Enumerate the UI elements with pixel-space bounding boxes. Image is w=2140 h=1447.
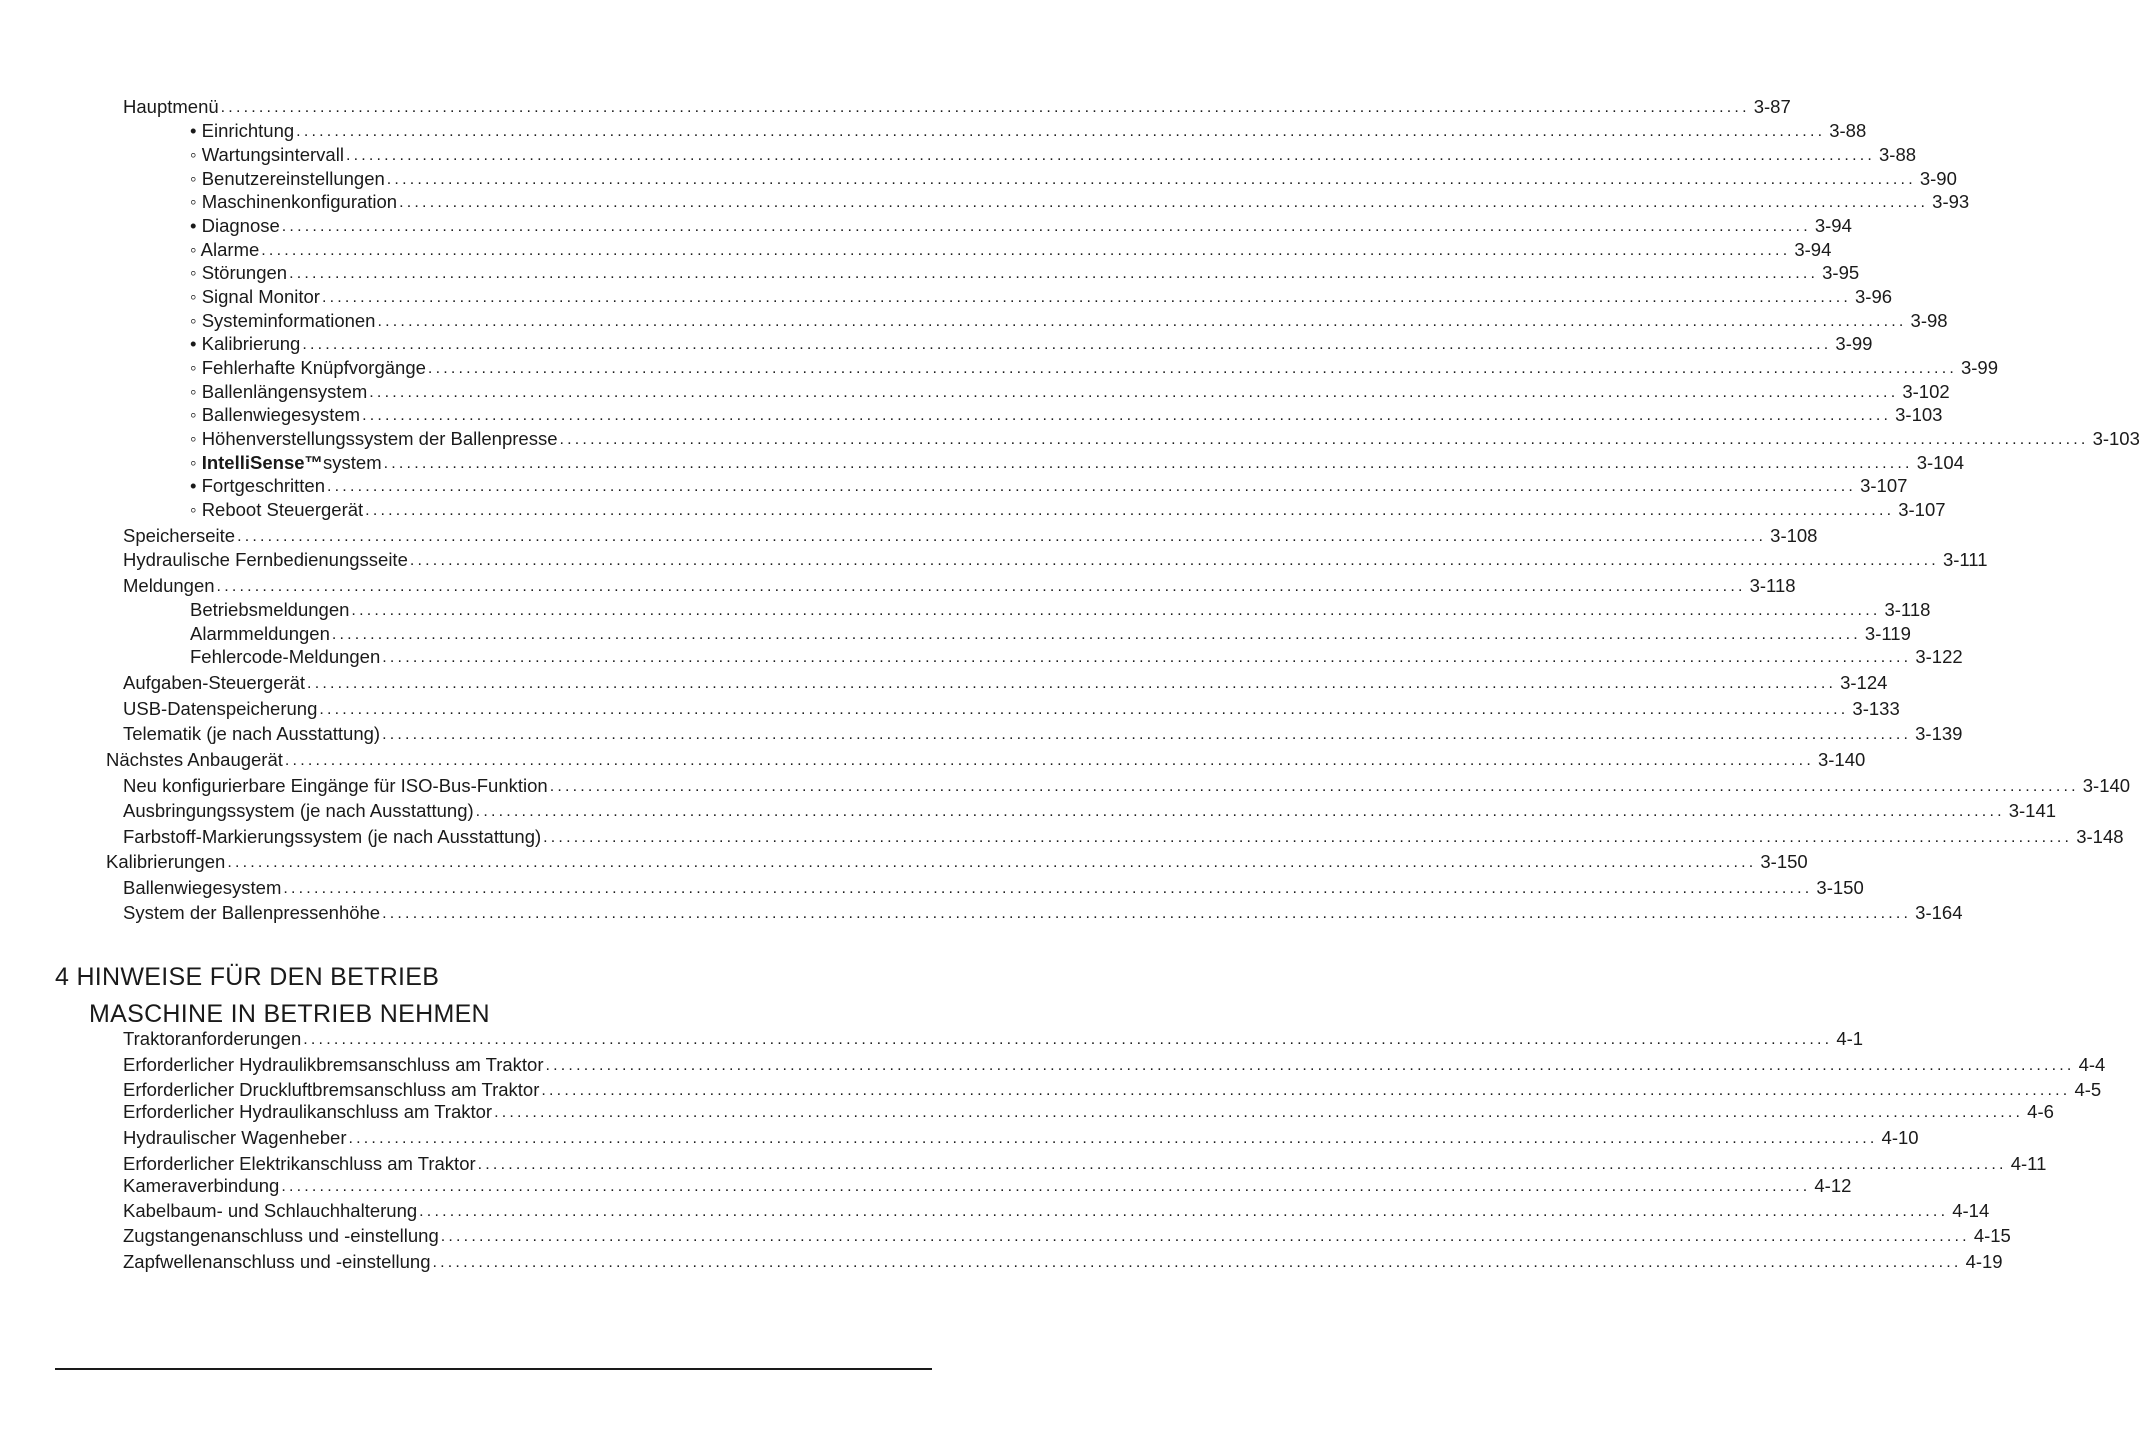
toc-entry-page: 3-99 [1960,357,1999,378]
toc-entry-page: 3-140 [2082,775,2131,796]
toc-entry-label: Farbstoff-Markierungssystem (je nach Ausstattung) [123,826,542,847]
toc-entry[interactable] [123,1174,1852,1196]
toc-entry-page: 4-10 [1881,1127,1919,1148]
toc-entry[interactable] [190,285,1893,307]
toc-entry[interactable] [190,356,1999,378]
dot-leader: ........................................................................................................................................................................................................ [227,854,1757,871]
toc-entry-page: 3-164 [1915,902,1963,923]
dot-leader: ........................................................................................................................................................................................................ [296,123,1826,140]
chapter-heading[interactable]: 4 HINWEISE FÜR DEN BETRIEB [55,963,440,991]
dot-leader: ........................................................................................................................................................................................................ [377,313,1907,330]
toc-entry-label: ◦ Höhenverstellungssystem der Ballenpresse [190,428,558,449]
footer-divider [55,1368,932,1370]
toc-entry-page: 3-118 [1884,599,1931,620]
toc-entry-page: 3-88 [1879,144,1917,165]
toc-entry[interactable] [123,876,1864,898]
dot-leader: ........................................................................................................................................................................................................ [261,242,1791,259]
toc-entry-page: 3-103 [2092,428,2140,449]
dot-leader: ........................................................................................................................................................................................................ [427,360,1957,377]
dot-leader: ........................................................................................................................................................................................................ [348,1130,1878,1147]
dot-leader: ........................................................................................................................................................................................................ [419,1203,1949,1220]
toc-entry[interactable] [123,548,1988,570]
toc-entry-page: 3-87 [1753,96,1791,117]
toc-entry-page: 3-90 [1919,168,1957,189]
dot-leader: ........................................................................................................................................................................................................ [307,675,1837,692]
toc-entry-page: 3-150 [1760,851,1808,872]
dot-leader: ........................................................................................................................................................................................................ [386,171,1916,188]
toc-entry-label: Zapfwellenanschluss und -einstellung [123,1251,431,1272]
dot-leader: ........................................................................................................................................................................................................ [281,218,1811,235]
toc-entry-label: • Kalibrierung [190,333,301,354]
toc-entry-page: 3-148 [2076,826,2124,847]
toc-entry-label: Ballenwiegesystem [123,877,282,898]
dot-leader: ........................................................................................................................................................................................................ [284,752,1814,769]
toc-entry-page: 3-98 [1910,310,1948,331]
toc-entry-page: 3-94 [1814,215,1852,236]
toc-entry-label: ◦ Fehlerhafte Knüpfvorgänge [190,357,426,378]
toc-entry-label: Erforderlicher Druckluftbremsanschluss am Traktor [123,1079,540,1100]
toc-entry-label: Meldungen [123,575,215,596]
toc-entry-label: Traktoranforderungen [123,1028,302,1049]
toc-entry[interactable] [190,498,1946,520]
toc-entry-label: Erforderlicher Elektrikanschluss am Traktor [123,1153,476,1174]
toc-entry[interactable] [123,1224,2011,1246]
toc-entry[interactable] [123,722,1963,744]
toc-entry[interactable] [123,697,1900,719]
toc-entry[interactable] [190,427,2140,449]
toc-entry[interactable] [123,1152,2047,1174]
toc-entry-page: 3-133 [1852,698,1900,719]
toc-entry-label-prefix: ◦ [190,452,202,473]
toc-entry[interactable] [190,309,1948,331]
toc-entry-page: 4-15 [1973,1225,2011,1246]
dot-leader: ........................................................................................................................................................................................................ [289,265,1819,282]
toc-entry-page: 3-93 [1932,191,1970,212]
dot-leader: ........................................................................................................................................................................................................ [399,194,1929,211]
toc-entry-label: Aufgaben-Steuergerät [123,672,306,693]
toc-entry-page: 3-140 [1817,749,1866,770]
toc-entry-label: USB-Datenspeicherung [123,698,318,719]
toc-entry-page: 3-96 [1855,286,1893,307]
toc-entry[interactable] [190,622,1911,644]
toc-entry[interactable] [190,474,1908,496]
toc-entry-label: Erforderlicher Hydraulikanschluss am Traktor [123,1101,493,1122]
toc-entry-page: 3-139 [1915,723,1963,744]
dot-leader: ........................................................................................................................................................................................................ [345,147,1875,164]
dot-leader: ........................................................................................................................................................................................................ [382,649,1912,666]
section-heading[interactable]: MASCHINE IN BETRIEB NEHMEN [89,1000,490,1028]
toc-entry[interactable] [190,598,1931,620]
toc-entry-label: Hauptmenü [123,96,219,117]
toc-entry-page: 3-103 [1895,404,1943,425]
toc-entry-page: 4-14 [1952,1200,1990,1221]
toc-entry-label: ◦ Wartungsintervall [190,144,344,165]
dot-leader: ........................................................................................................................................................................................................ [302,336,1832,353]
toc-entry[interactable] [123,901,1963,923]
toc-entry[interactable] [123,825,2124,847]
toc-entry-label: Nächstes Anbaugerät [106,749,283,770]
toc-entry-label: Hydraulischer Wagenheber [123,1127,347,1148]
dot-leader: ........................................................................................................................................................................................................ [477,1156,2007,1173]
toc-entry-page: 3-124 [1840,672,1888,693]
dot-leader: ........................................................................................................................................................................................................ [369,384,1899,401]
toc-entry-label: Hydraulische Fernbedienungsseite [123,549,408,570]
toc-entry-page: 3-150 [1816,877,1864,898]
toc-entry[interactable] [123,1078,2102,1100]
toc-entry-label: ◦ Ballenwiegesystem [190,404,361,425]
dot-leader: ........................................................................................................................................................................................................ [220,99,1750,116]
toc-entry-label: Betriebsmeldungen [190,599,350,620]
toc-entry-page: 4-19 [1965,1251,2003,1272]
toc-entry-page: 3-108 [1770,525,1818,546]
dot-leader: ........................................................................................................................................................................................................ [409,552,1939,569]
dot-leader: ........................................................................................................................................................................................................ [331,626,1861,643]
toc-entry-label: Kabelbaum- und Schlauchhalterung [123,1200,418,1221]
toc-entry[interactable] [190,645,1963,667]
toc-entry-label-suffix: system [323,452,382,473]
toc-entry-page: 3-141 [2008,800,2057,821]
toc-entry[interactable] [123,774,2131,796]
dot-leader: ........................................................................................................................................................................................................ [362,407,1892,424]
toc-entry-label: Neu konfigurierbare Eingänge für ISO-Bus-Funktion [123,775,548,796]
toc-entry-label: Zugstangenanschluss und -einstellung [123,1225,439,1246]
toc-entry-label: Kameraverbindung [123,1175,280,1196]
dot-leader: ........................................................................................................................................................................................................ [382,905,1912,922]
toc-entry[interactable] [190,403,1943,425]
toc-entry[interactable] [190,190,1970,212]
toc-entry-page: 3-118 [1749,575,1796,596]
toc-entry[interactable] [190,119,1867,141]
dot-leader: ........................................................................................................................................................................................................ [543,829,2073,846]
toc-entry[interactable] [190,167,1957,189]
brand-name: IntelliSense™ [201,452,324,473]
dot-leader: ........................................................................................................................................................................................................ [545,1057,2075,1074]
dot-leader: ........................................................................................................................................................................................................ [440,1228,1970,1245]
dot-leader: ........................................................................................................................................................................................................ [549,778,2079,795]
toc-entry-page: 3-119 [1864,623,1911,644]
dot-leader: ........................................................................................................................................................................................................ [319,701,1849,718]
toc-entry-page: 4-5 [2074,1079,2102,1100]
toc-entry[interactable] [106,748,1866,770]
toc-entry[interactable] [123,574,1796,596]
toc-entry-page: 3-122 [1915,646,1963,667]
toc-entry[interactable] [123,1027,1864,1049]
toc-entry-label: • Diagnose [190,215,280,236]
toc-entry-label: ◦ Signal Monitor [190,286,320,307]
toc-entry[interactable] [123,1053,2106,1075]
dot-leader: ........................................................................................................................................................................................................ [216,578,1746,595]
toc-entry-page: 4-6 [2027,1101,2054,1122]
toc-entry-page: 3-99 [1835,333,1873,354]
dot-leader: ........................................................................................................................................................................................................ [541,1082,2071,1099]
toc-entry[interactable] [106,850,1808,872]
toc-entry-label: ◦ Alarme [190,239,260,260]
toc-entry-label: System der Ballenpressenhöhe [123,902,381,923]
toc-entry[interactable] [123,1126,1919,1148]
toc-entry-label: Speicherseite [123,525,236,546]
toc-entry[interactable] [123,1100,2054,1122]
toc-entry-page: 4-4 [2078,1054,2106,1075]
toc-entry-page: 3-102 [1902,381,1950,402]
dot-leader: ........................................................................................................................................................................................................ [365,502,1895,519]
toc-entry-label: ◦ Ballenlängensystem [190,381,368,402]
toc-entry-page: 3-111 [1942,549,1988,570]
toc-entry-label: Kalibrierungen [106,851,226,872]
toc-entry[interactable] [123,671,1888,693]
toc-entry[interactable] [190,380,1950,402]
toc-entry[interactable] [190,238,1832,260]
dot-leader: ........................................................................................................................................................................................................ [321,289,1852,306]
dot-leader: ........................................................................................................................................................................................................ [382,726,1912,743]
dot-leader: ........................................................................................................................................................................................................ [559,431,2089,448]
toc-entry-page: 4-1 [1836,1028,1864,1049]
toc-entry-page: 3-104 [1916,452,1965,473]
toc-entry[interactable] [123,524,1818,546]
toc-entry[interactable] [190,332,1873,354]
toc-entry-label: ◦ Störungen [190,262,288,283]
toc-entry-label: Erforderlicher Hydraulikbremsanschluss am Traktor [123,1054,544,1075]
toc-entry[interactable] [190,261,1860,283]
dot-leader: ........................................................................................................................................................................................................ [281,1178,1811,1195]
toc-entry-label: Telematik (je nach Ausstattung) [123,723,381,744]
dot-leader: ........................................................................................................................................................................................................ [494,1104,2024,1121]
dot-leader: ........................................................................................................................................................................................................ [432,1254,1962,1271]
toc-entry-label: • Fortgeschritten [190,475,326,496]
toc-entry-label: ◦ Maschinenkonfiguration [190,191,398,212]
dot-leader: ........................................................................................................................................................................................................ [351,602,1881,619]
toc-entry[interactable] [123,1250,2003,1272]
toc-entry[interactable] [190,451,1965,473]
toc-entry-label: Ausbringungssystem (je nach Ausstattung) [123,800,474,821]
toc-entry-page: 4-11 [2010,1153,2047,1174]
toc-entry-label [190,453,382,473]
toc-entry-page: 3-88 [1829,120,1867,141]
toc-entry-page: 3-95 [1822,262,1860,283]
toc-entry-label: ◦ Benutzereinstellungen [190,168,385,189]
dot-leader: ........................................................................................................................................................................................................ [475,803,2005,820]
dot-leader: ........................................................................................................................................................................................................ [283,880,1813,897]
toc-entry[interactable] [190,214,1852,236]
toc-entry-label: ◦ Systeminformationen [190,310,376,331]
toc-entry-page: 3-107 [1860,475,1908,496]
toc-entry-page: 4-12 [1814,1175,1852,1196]
toc-entry[interactable] [123,1199,1990,1221]
toc-entry-label: ◦ Reboot Steuergerät [190,499,364,520]
toc-entry-page: 3-94 [1794,239,1832,260]
toc-entry-label: • Einrichtung [190,120,295,141]
dot-leader: ........................................................................................................................................................................................................ [303,1031,1833,1048]
dot-leader: ........................................................................................................................................................................................................ [327,478,1857,495]
toc-entry-page: 3-107 [1898,499,1946,520]
toc-entry[interactable] [123,799,2057,821]
dot-leader: ........................................................................................................................................................................................................ [383,455,1913,472]
toc-entry-label: Fehlercode-Meldungen [190,646,381,667]
dot-leader: ........................................................................................................................................................................................................ [237,528,1767,545]
toc-entry[interactable] [123,95,1791,117]
toc-entry[interactable] [190,143,1917,165]
toc-entry-label: Alarmmeldungen [190,623,330,644]
